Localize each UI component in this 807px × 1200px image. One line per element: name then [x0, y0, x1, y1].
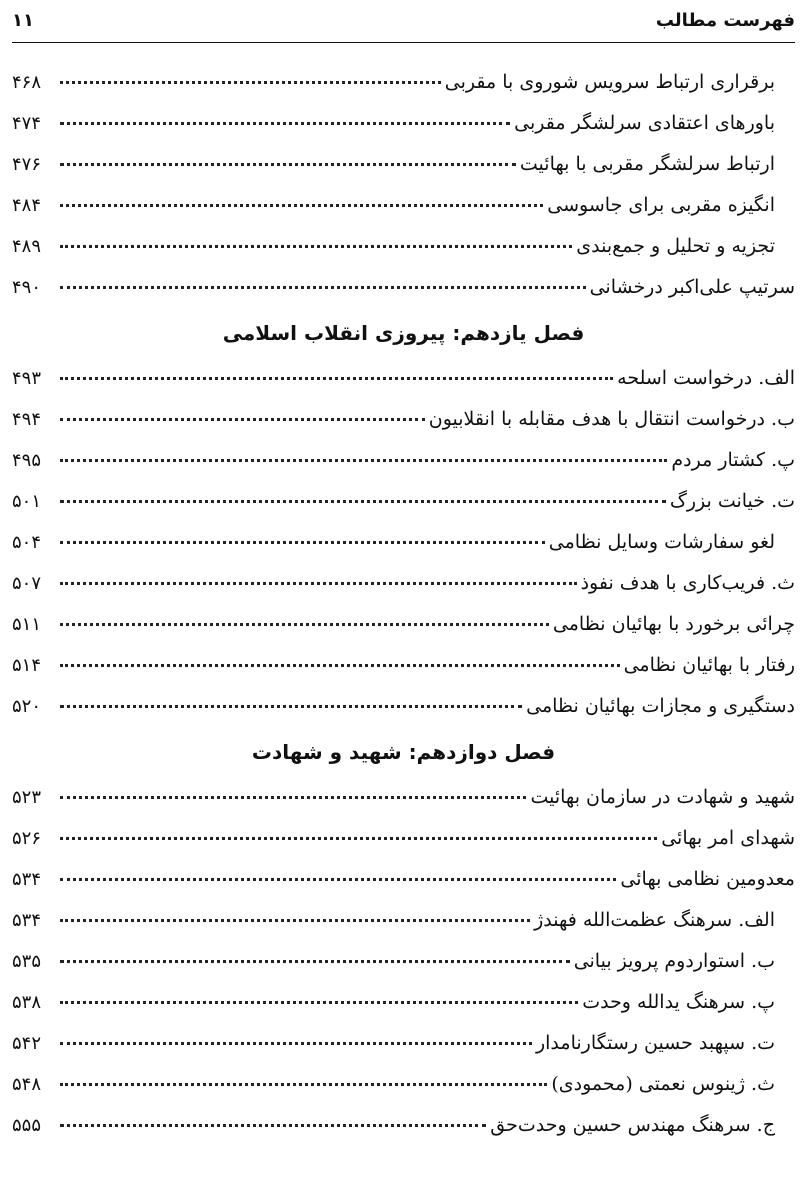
- toc-entry-page: ۴۹۵: [12, 450, 42, 471]
- dot-leader: [60, 1001, 578, 1004]
- dot-leader: [60, 163, 516, 166]
- toc-entry-page: ۵۳۴: [12, 910, 42, 931]
- toc-entry[interactable]: [12, 941, 795, 982]
- toc-entry[interactable]: [12, 185, 795, 226]
- toc-entry-page: ۵۴۸: [12, 1074, 42, 1095]
- toc-entry[interactable]: [12, 481, 795, 522]
- dot-leader: [60, 623, 549, 626]
- toc-entry-title: رفتار با بهائیان نظامی: [623, 654, 795, 676]
- dot-leader: [60, 245, 572, 248]
- toc-entry[interactable]: [12, 1064, 795, 1105]
- toc-entry-title: ارتباط سرلشگر مقربی با بهائیت: [519, 153, 775, 175]
- toc-entry[interactable]: [12, 604, 795, 645]
- dot-leader: [60, 500, 666, 503]
- header-page-number: ۱۱: [12, 10, 34, 31]
- dot-leader: [60, 1124, 486, 1127]
- toc-entry[interactable]: [12, 777, 795, 818]
- toc-entry-title: لغو سفارشات وسایل نظامی: [548, 531, 775, 553]
- toc-entry-page: ۵۱۱: [12, 614, 42, 635]
- dot-leader: [60, 960, 570, 963]
- toc-entry-title: ث. ژینوس نعمتی (محمودی): [551, 1073, 775, 1095]
- toc-entry-title: ج. سرهنگ مهندس حسین وحدت‌حق: [490, 1114, 775, 1136]
- toc-entry-title: تجزیه و تحلیل و جمع‌بندی: [576, 235, 775, 257]
- dot-leader: [60, 1042, 532, 1045]
- dot-leader: [60, 705, 522, 708]
- toc-entry[interactable]: [12, 399, 795, 440]
- toc-entry-title: ث. فریب‌کاری با هدف نفوذ: [580, 572, 795, 594]
- toc-entry-title: دستگیری و مجازات بهائیان نظامی: [526, 695, 795, 717]
- toc-entry[interactable]: [12, 267, 795, 308]
- toc-entry-page: ۴۸۴: [12, 195, 42, 216]
- toc-entry-page: ۴۷۶: [12, 154, 42, 175]
- table-of-contents: [12, 62, 795, 1146]
- toc-entry[interactable]: [12, 62, 795, 103]
- toc-entry-page: ۴۹۴: [12, 409, 42, 430]
- toc-entry[interactable]: [12, 103, 795, 144]
- header-title: فهرست مطالب: [655, 10, 795, 31]
- toc-entry-page: ۴۸۹: [12, 236, 42, 257]
- toc-entry[interactable]: [12, 686, 795, 727]
- dot-leader: [60, 204, 543, 207]
- toc-entry-page: ۵۱۴: [12, 655, 42, 676]
- toc-entry-title: شهید و شهادت در سازمان بهائیت: [530, 786, 795, 808]
- toc-entry-title: برقراری ارتباط سرویس شوروی با مقربی: [444, 71, 775, 93]
- toc-entry[interactable]: [12, 900, 795, 941]
- toc-entry-page: ۵۴۲: [12, 1033, 42, 1054]
- dot-leader: [60, 418, 425, 421]
- toc-entry-title: ب. استواردوم پرویز بیانی: [573, 950, 775, 972]
- toc-entry-page: ۴۶۸: [12, 72, 42, 93]
- dot-leader: [60, 377, 613, 380]
- toc-entry-title: باورهای اعتقادی سرلشگر مقربی: [514, 112, 775, 134]
- chapter-heading[interactable]: فصل دوازدهم: شهید و شهادت: [251, 740, 556, 764]
- toc-entry-title: الف. سرهنگ عظمت‌الله فهندژ: [534, 909, 775, 931]
- toc-entry-title: پ. سرهنگ یدالله وحدت: [582, 991, 775, 1013]
- toc-entry-title: ت. سپهبد حسین رستگارنامدار: [535, 1032, 775, 1054]
- toc-entry-page: ۵۲۶: [12, 828, 42, 849]
- toc-entry-title: سرتیپ علی‌اکبر درخشانی: [589, 276, 795, 298]
- toc-entry[interactable]: [12, 1105, 795, 1146]
- toc-entry-page: ۵۲۳: [12, 787, 42, 808]
- dot-leader: [60, 286, 586, 289]
- toc-entry-title: ب. درخواست انتقال با هدف مقابله با انقلابیون: [428, 408, 795, 430]
- dot-leader: [60, 919, 530, 922]
- toc-entry-title: پ. کشتار مردم: [671, 449, 795, 471]
- dot-leader: [60, 459, 667, 462]
- toc-entry[interactable]: [12, 818, 795, 859]
- toc-entry-title: چرائی برخورد با بهائیان نظامی: [552, 613, 795, 635]
- toc-entry-page: ۵۳۴: [12, 869, 42, 890]
- dot-leader: [60, 878, 616, 881]
- toc-entry-page: ۴۷۴: [12, 113, 42, 134]
- toc-entry-title: انگیزه مقربی برای جاسوسی: [547, 194, 775, 216]
- toc-entry[interactable]: [12, 440, 795, 481]
- toc-entry[interactable]: [12, 1023, 795, 1064]
- toc-entry-page: ۵۰۴: [12, 532, 42, 553]
- dot-leader: [60, 582, 577, 585]
- toc-entry-title: الف. درخواست اسلحه: [617, 367, 795, 389]
- toc-entry-title: معدومین نظامی بهائی: [620, 868, 795, 890]
- toc-entry[interactable]: [12, 563, 795, 604]
- dot-leader: [60, 81, 441, 84]
- toc-entry[interactable]: [12, 522, 795, 563]
- toc-entry-title: ت. خیانت بزرگ: [669, 490, 795, 512]
- toc-entry-page: ۵۰۱: [12, 491, 42, 512]
- running-header: [12, 0, 795, 43]
- toc-entry-page: ۵۲۰: [12, 696, 42, 717]
- toc-entry-page: ۵۰۷: [12, 573, 42, 594]
- dot-leader: [60, 122, 510, 125]
- toc-entry-page: ۴۹۳: [12, 368, 42, 389]
- dot-leader: [60, 837, 657, 840]
- chapter-heading[interactable]: فصل یازدهم: پیروزی انقلاب اسلامی: [222, 321, 585, 345]
- dot-leader: [60, 796, 526, 799]
- toc-entry[interactable]: [12, 144, 795, 185]
- toc-entry[interactable]: [12, 859, 795, 900]
- toc-entry-page: ۵۳۸: [12, 992, 42, 1013]
- dot-leader: [60, 664, 620, 667]
- dot-leader: [60, 541, 545, 544]
- toc-entry[interactable]: [12, 645, 795, 686]
- toc-entry[interactable]: [12, 226, 795, 267]
- toc-entry[interactable]: [12, 982, 795, 1023]
- dot-leader: [60, 1083, 547, 1086]
- toc-entry-title: شهدای امر بهائی: [661, 827, 795, 849]
- toc-entry[interactable]: [12, 358, 795, 399]
- toc-entry-page: ۵۵۵: [12, 1115, 42, 1136]
- toc-entry-page: ۴۹۰: [12, 277, 42, 298]
- toc-entry-page: ۵۳۵: [12, 951, 42, 972]
